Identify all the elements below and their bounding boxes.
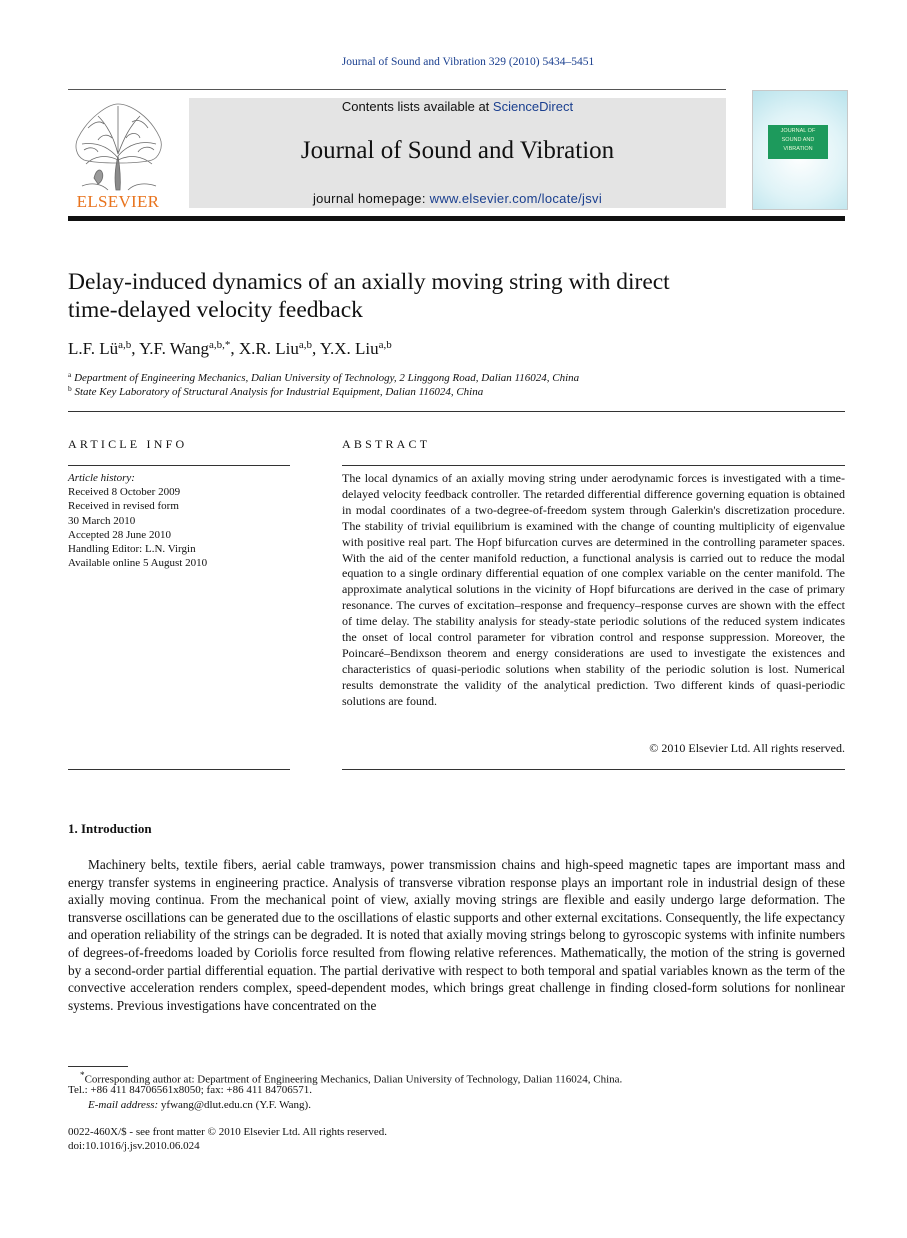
affiliation-mark: b <box>68 384 72 393</box>
cover-title-line: VIBRATION <box>783 146 813 152</box>
introduction-text: Machinery belts, textile fibers, aerial cable tramways, power transmission chains and high-speed magnetic tapes are important mass and energy transfer systems in engineering practice. Analysis of transverse vibration response plays an important role in industrial design of these axially moving continua. From the mechanical point of view, axially moving strings are flexible and easily undergo large deformation. The transverse oscillations can be generated due to the oscillations of elastic supports and other external excitations. Consequently, the life expectancy and operation reliability of the strings can be degraded. It is noted that axially moving strings belong to gyroscopic systems with infinite numbers of degrees-of-freedoms loaded by Coriolis force resulted from flowing relative references. Mathematically, the motion of the string is governed by a second-order partial differential equation. The partial derivative with respect to both temporal and spatial variables known as the term of the convective acceleration renders complex, speed-dependent modes, which brings great challenge in finding closed-form solutions for nonlinear systems. Previous investigations have concentrated on the <box>68 857 845 1013</box>
article-history-heading: Article history: <box>68 472 135 484</box>
history-item: Accepted 28 June 2010 <box>68 528 171 541</box>
footnote-rule <box>68 1066 128 1067</box>
sciencedirect-link[interactable]: ScienceDirect <box>492 99 574 114</box>
introduction-heading: 1. Introduction <box>68 821 152 836</box>
article-info-rule <box>68 465 290 466</box>
history-item: Handling Editor: L.N. Virgin <box>68 543 196 556</box>
author-name[interactable]: Y.X. Liu <box>319 339 379 358</box>
corresponding-author-mark[interactable]: * <box>224 339 231 351</box>
history-item: Received 8 October 2009 <box>68 486 181 499</box>
header-rule <box>68 411 845 412</box>
homepage-prefix: journal homepage: <box>312 191 430 206</box>
email-label: E-mail address: <box>88 1099 159 1111</box>
author-affiliation-marks-text: a,b, <box>209 339 225 351</box>
author-affiliation-marks[interactable]: a,b <box>118 339 132 351</box>
author-affiliation-marks[interactable]: a,b <box>298 339 313 351</box>
homepage-line <box>189 191 726 206</box>
author-name[interactable]: Y.F. Wang <box>139 339 209 358</box>
history-item: Available online 5 August 2010 <box>68 557 208 570</box>
top-rule <box>68 89 726 90</box>
cover-title <box>768 127 828 154</box>
footnote-star: * <box>80 1070 85 1080</box>
abstract-text: The local dynamics of an axially moving string under aerodynamic forces is investigated with a time-delayed velocity feedback controller. The retarded differential difference governing equation is obtained in modal coordinates of a two-degree-of-freedom system through Galerkin's discretization procedure. The stability of trivial equilibrium is examined with the change of counting multiplicity of eigenvalue with positive real part. The Hopf bifurcation curves are determined in the controlling parameter spaces. With the aid of the center manifold reduction, a functional analysis is carried out to reduce the modal equation to a single ordinary differential equation of one complex variable on the center manifold. The approximate analytical solutions in the vicinity of Hopf bifurcations are derived in the case of primary resonance. The curves of excitation–response and frequency–response curves are shown with the effect of time delay. The stability analysis for steady-state periodic solutions of the reduced system indicates the onset of local control parameter for vibration control and response suppression. Moreover, the Poincaré–Bendixson theorem and energy considerations are used to investigate the existences and characteristics of quasi-periodic solutions when stability of the periodic solution is lost. Numerical results demonstrate the validity of the analytical prediction. Two different kinds of quasi-periodic solutions are found. <box>342 471 845 708</box>
history-item: 30 March 2010 <box>68 514 136 527</box>
running-head[interactable]: Journal of Sound and Vibration 329 (2010) 5434–5451 <box>341 56 595 68</box>
masthead-thick-rule <box>68 216 845 221</box>
affiliation-text: State Key Laboratory of Structural Analysis for Industrial Equipment, Dalian 116024, China <box>74 386 484 398</box>
author-list <box>68 339 828 359</box>
email-footnote <box>68 1099 865 1111</box>
publisher-name: ELSEVIER <box>76 192 160 211</box>
abstract-copyright: © 2010 Elsevier Ltd. All rights reserved. <box>649 741 845 755</box>
abstract-rule <box>342 465 845 466</box>
author-separator: , <box>312 339 320 358</box>
email-value[interactable]: yfwang@dlut.edu.cn (Y.F. Wang). <box>158 1099 311 1111</box>
author-separator: , <box>230 339 239 358</box>
abstract-bottom-rule <box>342 769 845 770</box>
issn-line: 0022-460X/$ - see front matter © 2010 Elsevier Ltd. All rights reserved. <box>68 1126 388 1138</box>
article-history <box>68 471 290 570</box>
author-name[interactable]: L.F. Lü <box>68 339 119 358</box>
article-title-line: Delay-induced dynamics of an axially moving string with direct <box>68 269 670 295</box>
affiliation-mark: a <box>68 370 72 379</box>
abstract-heading: ABSTRACT <box>342 437 431 451</box>
affiliation-b <box>68 384 828 398</box>
footnote-text: Corresponding author at: Department of Engineering Mechanics, Dalian University of Technology, Dalian 116024, China. <box>84 1073 623 1086</box>
history-item: Received in revised form <box>68 500 179 513</box>
journal-title: Journal of Sound and Vibration <box>300 137 615 164</box>
affiliation-a <box>68 370 828 384</box>
article-title-line: time-delayed velocity feedback <box>68 297 363 323</box>
author-name[interactable]: X.R. Liu <box>238 339 299 358</box>
article-info-heading: ARTICLE INFO <box>68 437 188 451</box>
cover-title-line: JOURNAL OF <box>780 128 816 134</box>
article-title <box>68 268 828 324</box>
author-affiliation-marks[interactable] <box>209 339 230 351</box>
contents-line <box>189 99 726 114</box>
doi-line[interactable]: doi:10.1016/j.jsv.2010.06.024 <box>68 1140 200 1152</box>
article-info-bottom-rule <box>68 769 290 770</box>
contents-prefix: Contents lists available at <box>341 99 493 114</box>
author-separator: , <box>131 339 140 358</box>
telfax-footnote: Tel.: +86 411 84706561x8050; fax: +86 411 84706571. <box>68 1084 312 1096</box>
author-affiliation-marks[interactable]: a,b <box>378 339 392 351</box>
affiliation-text: Department of Engineering Mechanics, Dalian University of Technology, 2 Linggong Road, Dalian 116024, China <box>74 372 580 384</box>
homepage-link[interactable]: www.elsevier.com/locate/jsvi <box>429 191 603 206</box>
cover-title-line: SOUND AND <box>781 137 815 143</box>
